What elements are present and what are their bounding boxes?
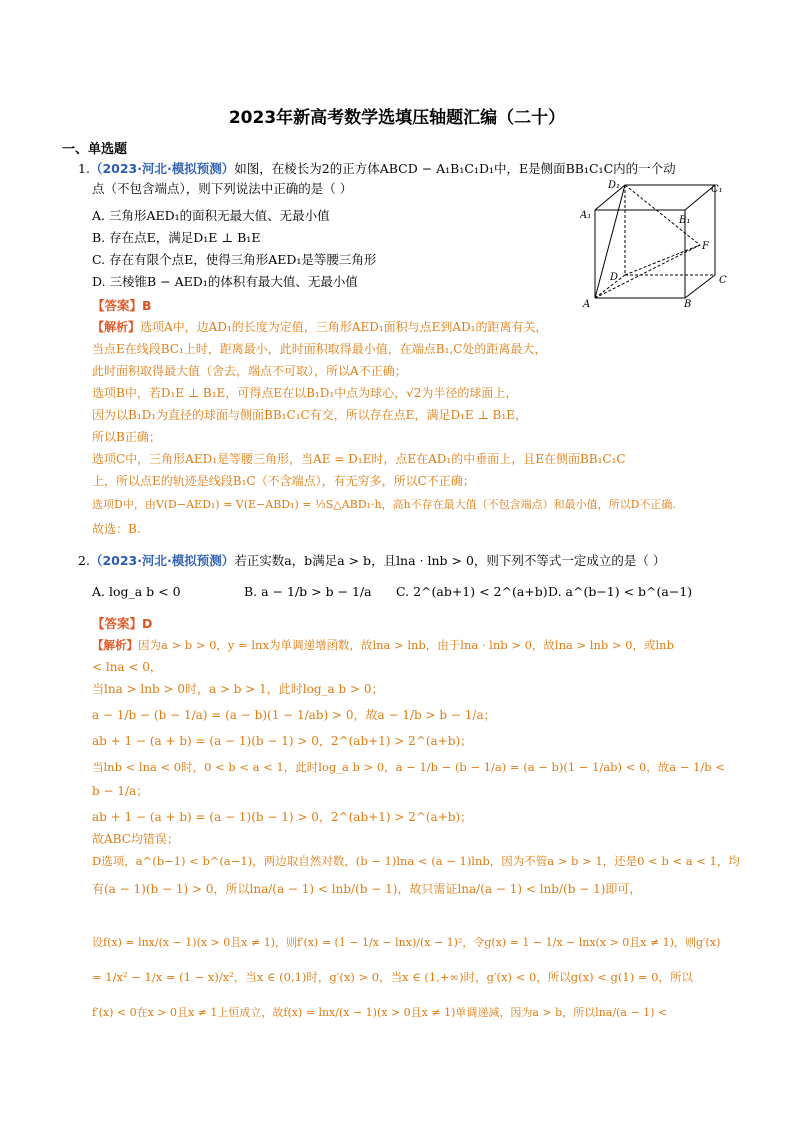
question-2-explanation-line: 当lna > lnb > 0时，a > b > 1，此时log_a b > 0； [92, 682, 384, 696]
question-2-explanation-line: D选项，a^(b−1) < b^(a−1)，两边取自然对数，(b − 1)lna < (a − 1)lnb，因为不管a > b > 1，还是0 < b < a < 1，均 [92, 854, 740, 868]
question-source-tag: （2023·河北·模拟预测） [89, 161, 235, 176]
answer-label: 【答案】 [92, 298, 143, 313]
question-2-explanation-line: ab + 1 − (a + b) = (a − 1)(b − 1) > 0，2^(ab+1) > 2^(a+b)； [92, 810, 473, 824]
question-2-line-1 [78, 552, 665, 570]
question-2-explanation-line: < lna < 0， [92, 660, 162, 674]
question-number: 1. [78, 161, 90, 176]
question-1-explanation-line [92, 318, 548, 336]
question-1-explanation-line: 故选：B. [92, 522, 141, 536]
figure-label-d: D [610, 272, 619, 283]
question-2-explanation-line: a − 1/b − (b − 1/a) = (a − b)(1 − 1/ab) > 0，故a − 1/b > b − 1/a； [92, 708, 496, 722]
question-2-answer [92, 614, 152, 632]
explanation-text: 选项A中，边AD₁的长度为定值，三角形AED₁面积与点E到AD₁的距离有关， [140, 320, 548, 334]
figure-label-d1: D₁ [608, 180, 621, 191]
explanation-text: 因为a > b > 0，y = lnx为单调递增函数，故lna > lnb，由于lna · lnb > 0，故lna > lnb > 0，或lnb [138, 638, 674, 652]
question-1-line-1 [78, 160, 676, 178]
question-1-explanation-line: 当点E在线段BC₁上时，距离最小，此时面积取得最小值，在端点B₁,C处的距离最大， [92, 342, 547, 356]
question-2-explanation-line: 有(a − 1)(b − 1) > 0，所以lna/(a − 1) < lnb/(b − 1)，故只需证lna/(a − 1) < lnb/(b − 1)即可， [92, 882, 642, 896]
figure-label-b: B [684, 299, 692, 310]
question-1-line-2: 点（不包含端点），则下列说法中正确的是（ ） [92, 181, 353, 196]
question-2-explanation-line: f′(x) < 0在x > 0且x ≠ 1上恒成立，故f(x) = lnx/(x − 1)(x > 0且x ≠ 1)单调递减，因为a > b，所以lna/(a − 1) < [92, 1006, 668, 1019]
question-2-explanation-line: = 1/x² − 1/x = (1 − x)/x²，当x ∈ (0,1)时，g′(x) > 0，当x ∈ (1,+∞)时，g′(x) < 0，所以g(x) < g(1) = 0，所以 [92, 970, 693, 984]
question-1-option-b: B. 存在点E，满足D₁E ⊥ B₁E [92, 230, 261, 245]
question-1-explanation-line: 选项D中，由V(D−AED₁) = V(E−ABD₁) = ⅓S△ABD₁·h，高h不存在最大值（不包含端点）和最小值，所以D不正确. [92, 498, 676, 511]
figure-label-a1: A₁ [580, 210, 592, 221]
question-2-explanation-line [92, 636, 674, 654]
question-2-explanation-line: ab + 1 − (a + b) = (a − 1)(b − 1) > 0，2^(ab+1) > 2^(a+b)； [92, 734, 473, 748]
figure-label-b1: B₁ [679, 215, 691, 226]
question-text: 如图，在棱长为2的正方体ABCD − A₁B₁C₁D₁中，E是侧面BB₁C₁C内的一个动 [234, 161, 676, 176]
figure-label-a: A [583, 299, 591, 310]
answer-value: B [142, 298, 152, 313]
question-number: 2. [78, 553, 90, 568]
question-2-option-c: C. 2^(ab+1) < 2^(a+b) [396, 584, 548, 599]
figure-label-c1: C₁ [711, 184, 723, 195]
question-2-option-b: B. a − 1/b > b − 1/a [244, 584, 372, 599]
page-title: 2023年新高考数学选填压轴题汇编（二十） [228, 108, 566, 128]
question-2-option-a: A. log_a b < 0 [92, 584, 181, 599]
question-2-explanation-line: 设f(x) = lnx/(x − 1)(x > 0且x ≠ 1)，则f′(x) = (1 − 1/x − lnx)/(x − 1)²，令g(x) = 1 − 1/x − lnx(x > 0且x ≠ 1)，则g′(x) [92, 936, 721, 949]
explanation-label: 【解析】 [92, 638, 138, 652]
question-1-explanation-line: 选项B中，若D₁E ⊥ B₁E，可得点E在以B₁D₁中点为球心，√2为半径的球面上， [92, 386, 518, 400]
figure-label-f: F [702, 241, 709, 252]
question-1-answer [92, 296, 152, 314]
question-1-explanation-line: 此时面积取得最大值（舍去，端点不可取），所以A不正确； [92, 364, 407, 378]
cube-figure [580, 180, 728, 310]
question-1-explanation-line: 所以B正确； [92, 430, 161, 444]
question-1-option-a: A. 三角形AED₁的面积无最大值、无最小值 [92, 208, 330, 223]
question-source-tag: （2023·河北·模拟预测） [89, 553, 235, 568]
section-heading: 一、单选题 [62, 142, 128, 157]
question-2-explanation-line: 故ABC均错误； [92, 832, 179, 846]
answer-value: D [142, 616, 153, 631]
question-2-option-d: D. a^(b−1) < b^(a−1) [548, 584, 693, 599]
explanation-label: 【解析】 [92, 320, 141, 334]
question-1-option-c: C. 存在有限个点E，使得三角形AED₁是等腰三角形 [92, 252, 377, 267]
answer-label: 【答案】 [92, 616, 143, 631]
figure-label-c: C [719, 275, 727, 286]
question-1-option-d: D. 三棱锥B − AED₁的体积有最大值、无最小值 [92, 274, 358, 289]
question-1-explanation-line: 因为以B₁D₁为直径的球面与侧面BB₁C₁C有交，所以存在点E，满足D₁E ⊥ B₁E， [92, 408, 527, 422]
question-text: 若正实数a，b满足a > b，且lna · lnb > 0，则下列不等式一定成立的是（ ） [234, 553, 666, 568]
question-1-explanation-line: 选项C中，三角形AED₁是等腰三角形，当AE = D₁E时，点E在AD₁的中垂面上，且E在侧面BB₁C₁C [92, 452, 626, 466]
question-1-explanation-line: 上，所以点E的轨迹是线段B₁C（不含端点），有无穷多，所以C不正确； [92, 474, 475, 488]
question-2-explanation-line: 当lnb < lna < 0时，0 < b < a < 1，此时log_a b > 0，a − 1/b − (b − 1/a) = (a − b)(1 − 1/ab) < 0，故a − 1/b < [92, 760, 725, 774]
question-2-explanation-line: b − 1/a； [92, 784, 149, 798]
